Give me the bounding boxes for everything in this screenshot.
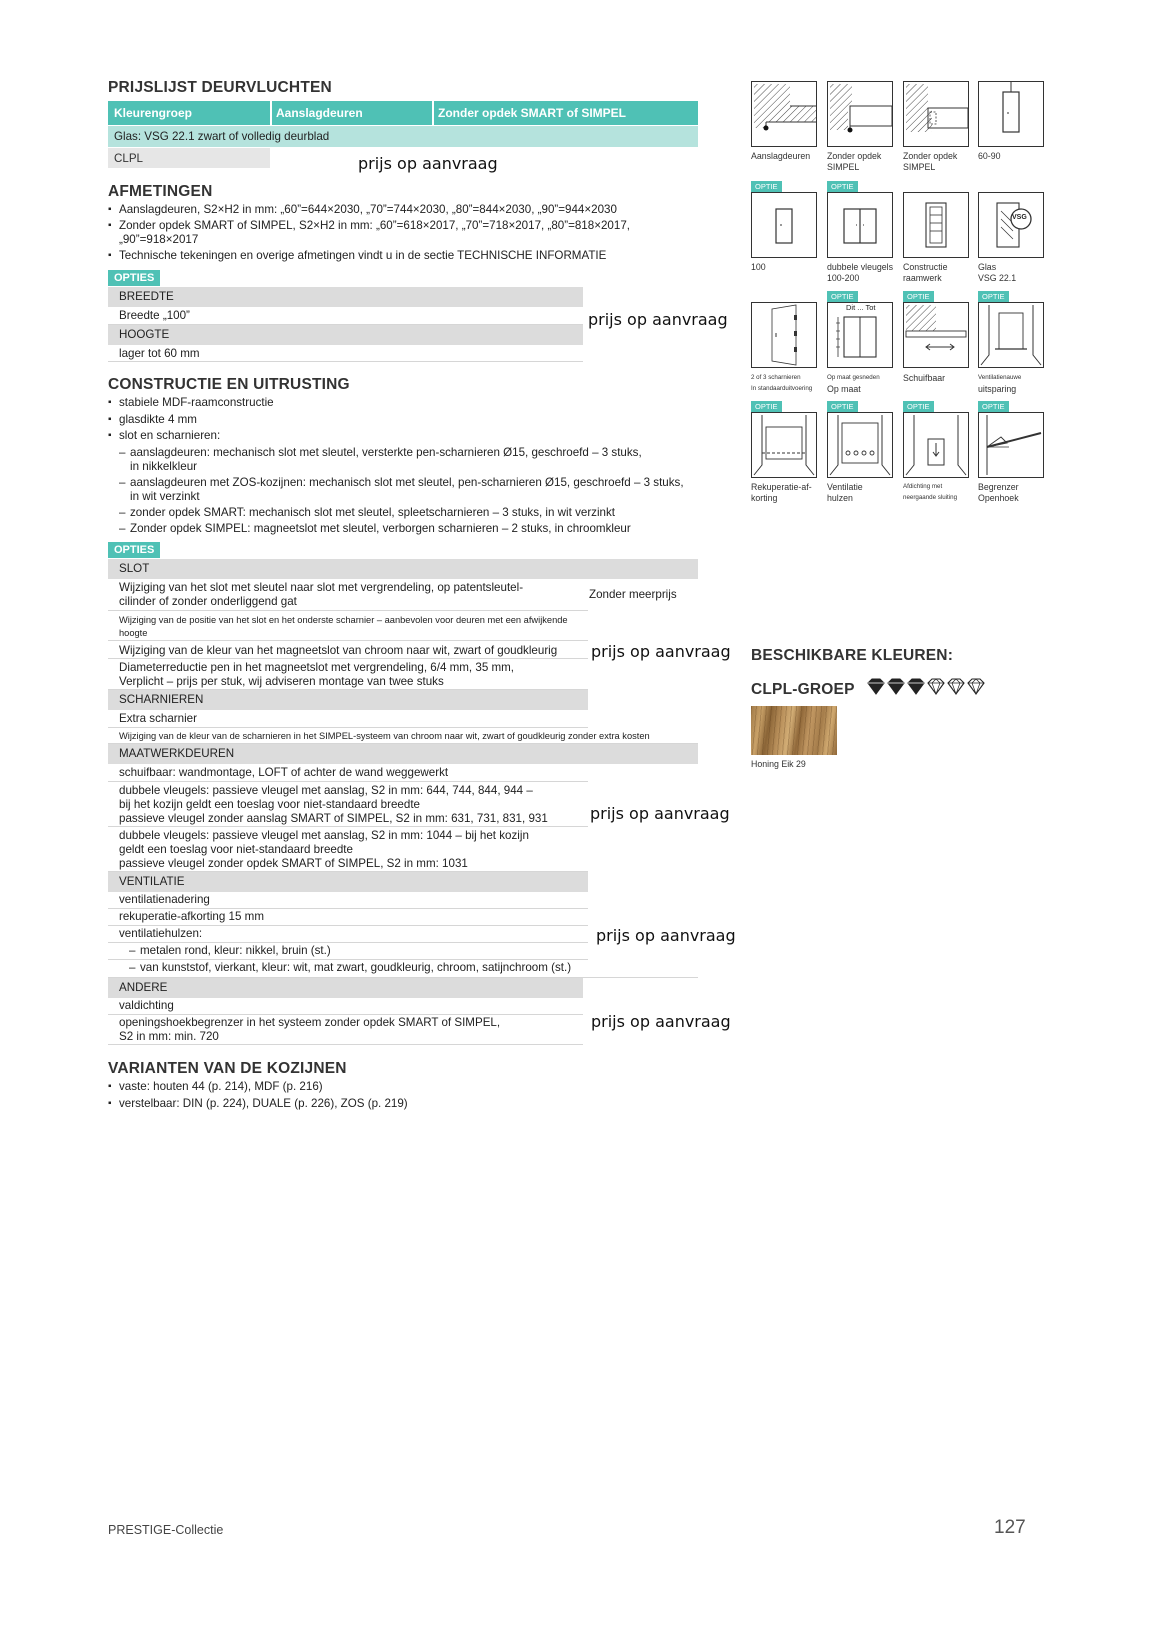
footer-collection: PRESTIGE-Collectie <box>108 1523 224 1537</box>
row-dubbele-vleugels-2: dubbele vleugels: passieve vleugel met aanslag, S2 in mm: 1044 – bij het kozijn geldt een toeslag voor niet-standaard breedte passieve vleugel zonder opdek SMART of SIMPEL, S2 in mm: 1031 <box>108 828 588 872</box>
icon-caption: Zonder opdek SIMPEL <box>903 151 958 172</box>
row-diameter: Diameterreductie pen in het magneetslot met vergrendeling, 6/4 mm, 35 mm, Verplicht – prijs per stuk, wij adviseren montage van twee stuks <box>108 660 588 690</box>
price-on-request: prijs op aanvraag <box>590 804 730 823</box>
optie-tag: OPTIE <box>827 181 858 192</box>
optie-tag: OPTIE <box>751 401 782 412</box>
optie-tag: OPTIE <box>978 291 1009 302</box>
constructie-bullet: ▪ stabiele MDF-raamconstructie <box>119 395 274 410</box>
row-head-slot: SLOT <box>108 559 698 579</box>
row-head-ventilatie: VENTILATIE <box>108 872 588 892</box>
icon-caption: 2 of 3 scharnieren In standaarduitvoering <box>751 374 813 392</box>
row-dubbele-vleugels-1: dubbele vleugels: passieve vleugel met aanslag, S2 in mm: 644, 744, 844, 944 – bij het kozijn geldt een toeslag voor niet-standaard breedte passieve vleugel zonder aanslag SMART of SIMPEL, S2 in mm: 631, 731, 831, 931 <box>108 783 588 827</box>
zonder-opdek-smart-icon <box>903 81 969 147</box>
price-on-request: prijs op aanvraag <box>588 310 728 329</box>
icon-caption: Constructie raamwerk <box>903 262 948 283</box>
row-lager: lager tot 60 mm <box>108 346 583 362</box>
hinges-icon <box>751 302 817 368</box>
afmetingen-heading: AFMETINGEN <box>108 183 213 200</box>
icon-caption: Aanslagdeuren <box>751 151 811 161</box>
header-kleurengroep: Kleurengroep <box>114 106 193 120</box>
icon-caption: dubbele vleugels 100-200 <box>827 262 894 283</box>
optie-tag: OPTIE <box>978 401 1009 412</box>
header-aanslagdeuren: Aanslagdeuren <box>276 106 363 120</box>
constructie-dash: – Zonder opdek SIMPEL: magneetslot met sleutel, verborgen scharnieren – 2 stuks, in chroomkleur <box>130 521 631 536</box>
icon-caption: Zonder opdek SIMPEL <box>827 151 882 172</box>
group-cell: CLPL <box>108 148 270 168</box>
opening-angle-icon <box>978 412 1044 478</box>
afmetingen-bullet: ▪ Zonder opdek SMART of SIMPEL, S2×H2 in mm: „60”=618×2017, „70”=718×2017, „80”=818×2017, <box>119 218 630 233</box>
constructie-dash-cont: in nikkelkleur <box>130 460 198 473</box>
row-head-andere: ANDERE <box>108 978 583 998</box>
row-extra-scharnier: Extra scharnier <box>108 711 588 728</box>
swatch-label: Honing Eik 29 <box>751 759 806 769</box>
recuperation-icon <box>751 412 817 478</box>
row-slot-change: Wijziging van het slot met sleutel naar slot met vergrendeling, op patentsleutel- cilinder of zonder onderliggend gat <box>108 580 588 611</box>
frame-construction-icon <box>903 192 969 258</box>
row-slot-position: Wijziging van de positie van het slot en het onderste scharnier – aanbevolen voor deuren met een afwijkende hoogte <box>108 612 588 641</box>
row-magneetslot-color: Wijziging van de kleur van het magneetslot van chroom naar wit, zwart of goudkleurig <box>108 642 588 659</box>
afmetingen-bullet: ▪ Aanslagdeuren, S2×H2 in mm: „60”=644×2030, „70”=744×2030, „80”=844×2030, „90”=944×2030 <box>119 202 617 217</box>
afmetingen-bullet-cont: „90”=918×2017 <box>119 233 199 246</box>
glass-row: Glas: VSG 22.1 zwart of volledig deurblad <box>108 126 698 147</box>
row-head-maatwerk: MAATWERKDEUREN <box>108 744 698 764</box>
price-table-header <box>108 101 698 125</box>
swatch-honing-eik[interactable] <box>751 706 837 755</box>
opties-label: OPTIES <box>108 542 160 558</box>
double-wing-icon <box>827 192 893 258</box>
icon-caption: Glas VSG 22.1 <box>978 262 1017 283</box>
icon-caption: Begrenzer Openhoek <box>978 482 1019 503</box>
afmetingen-bullet: ▪ Technische tekeningen en overige afmetingen vindt u in de sectie TECHNISCHE INFORMATIE <box>119 248 606 263</box>
row-schuifbaar: schuifbaar: wandmontage, LOFT of achter de wand weggewerkt <box>108 765 588 782</box>
width-100-icon <box>751 192 817 258</box>
zonder-opdek-icon <box>827 81 893 147</box>
constructie-dash: – aanslagdeuren: mechanisch slot met sleutel, versterkte pen-scharnieren Ø15, geschroefd – 3 stuks, <box>130 445 642 460</box>
color-group: CLPL-GROEP <box>751 681 855 698</box>
width-icon <box>978 81 1044 147</box>
price-on-request: prijs op aanvraag <box>596 926 736 945</box>
row-head-breedte: BREEDTE <box>108 287 583 307</box>
icon-caption: 60-90 <box>978 151 1001 161</box>
row-ventilatiehulzen: ventilatiehulzen: <box>108 926 588 943</box>
icon-caption: Ventilatienauwe uitsparing <box>978 374 1022 394</box>
price-on-request: prijs op aanvraag <box>591 1012 731 1031</box>
icon-caption: 100 <box>751 262 766 272</box>
colors-heading: BESCHIKBARE KLEUREN: <box>751 647 954 664</box>
optie-tag: OPTIE <box>903 291 934 302</box>
opties-label: OPTIES <box>108 270 160 286</box>
constructie-dash: – zonder opdek SMART: mechanisch slot met sleutel, spleetscharnieren – 3 stuks, in wit verzinkt <box>130 505 615 520</box>
optie-tag: OPTIE <box>751 181 782 192</box>
optie-tag: OPTIE <box>903 401 934 412</box>
diamond-rating <box>866 678 988 696</box>
varianten-bullet: ▪ vaste: houten 44 (p. 214), MDF (p. 216) <box>119 1079 323 1094</box>
page-number: 127 <box>994 1517 1026 1538</box>
constructie-dash: – aanslagdeuren met ZOS-kozijnen: mechanisch slot met sleutel, pen-scharnieren Ø15, geschroefd – 3 stuks, <box>130 475 684 490</box>
ventilation-cutout-icon <box>978 302 1044 368</box>
icon-caption: Op maat gesneden Op maat <box>827 374 880 394</box>
row-kunststof: – van kunststof, vierkant, kleur: wit, mat zwart, goudkleurig, chroom, satijnchroom (st.) <box>108 960 698 978</box>
constructie-bullet: ▪ slot en scharnieren: <box>119 428 220 443</box>
row-rekuperatie: rekuperatie-afkorting 15 mm <box>108 909 588 926</box>
cut-to-size-icon: Dit ... Tot <box>827 302 893 368</box>
vsg-glass-icon: VSG <box>978 192 1044 258</box>
row-head-hoogte: HOOGTE <box>108 325 583 345</box>
row-openingshoek: openingshoekbegrenzer in het systeem zonder opdek SMART of SIMPEL, S2 in mm: min. 720 <box>108 1015 583 1045</box>
varianten-heading: VARIANTEN VAN DE KOZIJNEN <box>108 1060 347 1077</box>
page-title: PRIJSLIJST DEURVLUCHTEN <box>108 79 332 96</box>
optie-tag: OPTIE <box>827 401 858 412</box>
drop-seal-icon <box>903 412 969 478</box>
row-metalen-rond: – metalen rond, kleur: nikkel, bruin (st.) <box>108 943 588 960</box>
row-head-scharnieren: SCHARNIEREN <box>108 690 588 710</box>
price-on-request: prijs op aanvraag <box>358 154 498 173</box>
row-ventilatienadering: ventilatienadering <box>108 892 588 909</box>
icon-caption: Ventilatie hulzen <box>827 482 863 503</box>
constructie-dash-cont: in wit verzinkt <box>130 490 200 503</box>
constructie-bullet: ▪ glasdikte 4 mm <box>119 412 197 427</box>
sliding-icon <box>903 302 969 368</box>
zonder-meerprijs: Zonder meerprijs <box>589 588 677 601</box>
icon-caption: Afdichting met neergaande sluiting <box>903 483 958 501</box>
ventilation-sleeves-icon <box>827 412 893 478</box>
price-on-request: prijs op aanvraag <box>591 642 731 661</box>
row-valdichting: valdichting <box>108 998 583 1015</box>
varianten-bullet: ▪ verstelbaar: DIN (p. 224), DUALE (p. 226), ZOS (p. 219) <box>119 1096 408 1111</box>
constructie-heading: CONSTRUCTIE EN UITRUSTING <box>108 376 350 393</box>
header-zonder-opdek: Zonder opdek SMART of SIMPEL <box>438 106 626 120</box>
optie-tag: OPTIE <box>827 291 858 302</box>
icon-caption: Schuifbaar <box>903 373 946 383</box>
icon-caption: Rekuperatie-af- korting <box>751 482 812 503</box>
aanslagdeur-icon <box>751 81 817 147</box>
row-breedte-100: Breedte „100” <box>108 308 583 325</box>
row-scharnier-color: Wijziging van de kleur van de scharnieren in het SIMPEL-systeem van chroom naar wit, zwart of goudkleurig zonder extra kosten <box>108 729 698 744</box>
